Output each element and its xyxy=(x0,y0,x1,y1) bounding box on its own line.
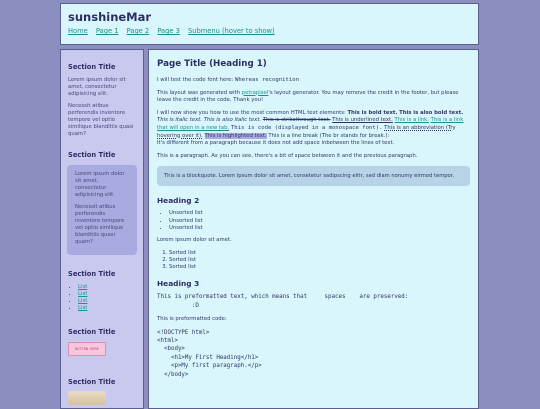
italic-text: This is also italic text. xyxy=(203,117,262,124)
sidebar-text: Necessit atibus perferendis inventore tempore vel optio similique blanditiis quasi quam? xyxy=(75,204,125,245)
ordered-list xyxy=(157,250,470,272)
nav-page-2[interactable]: Page 2 xyxy=(126,27,150,35)
text: It's different from a paragraph because it does not add space inbetween the lines of text. xyxy=(157,140,395,147)
list-item xyxy=(78,284,136,291)
sidebar-section-title: Section Title xyxy=(68,63,116,71)
underlined-text: This is underlined text. xyxy=(332,117,393,124)
text: This is a line break (The br stands for break.): xyxy=(268,132,390,139)
credit-link[interactable]: petrapixel xyxy=(241,89,269,96)
code-block: <!DOCTYPE html> <html> <body> <h1>My First Heading</h1> <p>My first paragraph.</p> </body> xyxy=(157,329,262,378)
text: This layout was generated with xyxy=(157,89,242,96)
code-sample: Whereas recognition xyxy=(235,77,299,83)
list-item xyxy=(78,298,136,305)
sidebar-text: Lorem ipsum dolor sit amet, consectetur adipisicing elit. xyxy=(68,77,126,97)
list-item: 1. Sorted list xyxy=(169,250,470,257)
text: I will now show you how to use the most common HTML text elements: xyxy=(157,109,348,116)
sidebar-box xyxy=(67,165,137,255)
sidebar-link[interactable]: List xyxy=(78,291,88,297)
nav-submenu[interactable]: Submenu (hover to show) xyxy=(188,27,275,35)
main-nav xyxy=(68,27,281,35)
paragraph xyxy=(157,77,470,85)
site-header xyxy=(60,3,479,45)
text: 's layout generator. You may remove the credit in the footer, but please leave the credit in the code. Thank you! xyxy=(157,89,459,104)
list-item: • Unsorted list xyxy=(169,218,470,225)
blockquote: This is a blockquote. Lorem ipsum dolor sit amet, consetetur sadipscing elitr, sed diam nonumy eirmod tempor. xyxy=(157,166,470,186)
sidebar-section-title: Section Title xyxy=(68,328,116,336)
strikethrough-text: This is strikethrough text. xyxy=(262,117,331,124)
preformatted-text: This is preformatted text, which means that spaces are preserved: :D xyxy=(157,294,409,309)
page-title: Page Title (Heading 1) xyxy=(157,59,267,69)
paragraph xyxy=(157,90,470,105)
list-item xyxy=(78,305,136,312)
paragraph: Lorem ipsum dolor sit amet. xyxy=(157,236,232,243)
list-item: 2. Sorted list xyxy=(169,257,470,264)
sidebar xyxy=(60,49,144,409)
text: I will test the code font here: xyxy=(157,77,235,83)
sidebar-text: Lorem ipsum dolor sit amet, consectetur adipisicing elit. xyxy=(75,171,125,198)
list-item xyxy=(78,291,136,298)
sidebar-text: Necessit atibus perferendis inventore tempore vel optio similique blanditiis quasi quam? xyxy=(68,103,134,137)
sidebar-section-title: Section Title xyxy=(68,270,116,278)
sidebar-link[interactable]: List xyxy=(78,298,88,304)
list-item: • Unsorted list xyxy=(169,225,470,232)
sidebar-link[interactable]: List xyxy=(78,284,88,290)
list-item: • Unsorted list xyxy=(169,210,470,217)
bold-text: This is also bold text. xyxy=(399,109,464,116)
paragraph: This is a paragraph. As you can see, there's a bit of space between it and the previous paragraph. xyxy=(157,152,418,159)
abbreviation[interactable]: This is an abbreviation (Try hovering over it). xyxy=(157,124,456,139)
heading-2: Heading 2 xyxy=(157,196,200,206)
thumbnail-image xyxy=(68,391,106,405)
paragraph xyxy=(157,110,470,148)
nav-home[interactable]: Home xyxy=(68,27,88,35)
unordered-list xyxy=(157,210,470,232)
button-badge[interactable]: BUTTON HERE xyxy=(68,342,106,356)
sidebar-section-title: Section Title xyxy=(68,151,116,159)
list-item: 3. Sorted list xyxy=(169,264,470,271)
sidebar-section-title: Section Title xyxy=(68,378,116,386)
inline-code: This is code (displayed in a monospace font). xyxy=(230,124,383,131)
highlighted-text: This is highlighted text. xyxy=(204,132,267,139)
nav-page-3[interactable]: Page 3 xyxy=(157,27,180,35)
site-title[interactable]: sunshineMar xyxy=(68,10,152,24)
paragraph: This is preformatted code: xyxy=(157,315,227,322)
italic-text: This is italic text. xyxy=(157,117,202,124)
main-content xyxy=(148,49,479,409)
sidebar-list xyxy=(68,284,136,312)
text-link-new-tab[interactable]: This is a link that will open in a new tab. xyxy=(157,117,464,131)
heading-3: Heading 3 xyxy=(157,279,200,289)
bold-text: This is bold text. xyxy=(347,109,398,116)
nav-page-1[interactable]: Page 1 xyxy=(95,27,119,35)
text-link[interactable]: This is a link. xyxy=(394,117,429,124)
sidebar-link[interactable]: List xyxy=(78,305,88,311)
